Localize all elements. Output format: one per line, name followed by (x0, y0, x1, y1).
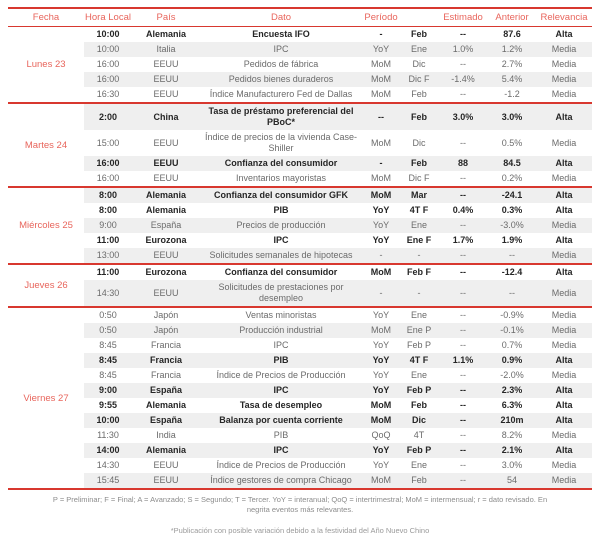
cell-hora: 2:00 (84, 103, 132, 130)
cell-dato: Índice de precios de la vivienda Case-Shiller (204, 132, 358, 153)
cell-periodo: - (362, 280, 400, 307)
cell-relevancia: Media (551, 310, 577, 320)
footnote-text: *Publicación con posible variación debido a la festividad del Año Nuevo Chino (170, 526, 430, 535)
cell-mes: Dic (412, 59, 426, 69)
table-row (8, 383, 592, 398)
table-row (8, 443, 592, 458)
cell-dato: Precios de producción (200, 218, 362, 233)
header-anterior: Anterior (495, 12, 529, 23)
cell-estimado: 88 (438, 156, 488, 171)
cell-periodo: - (362, 156, 400, 171)
cell-dato: PIB (200, 353, 362, 368)
cell-estimado: -- (438, 187, 488, 203)
cell-pais: EEUU (153, 137, 179, 148)
cell-anterior: -3.0% (488, 218, 536, 233)
cell-pais: Alemania (145, 205, 187, 215)
cell-estimado: 1.7% (452, 235, 474, 245)
cell-dato: IPC (200, 443, 362, 458)
cell-hora: 15:00 (96, 137, 120, 148)
cell-anterior: 2.7% (501, 59, 523, 69)
cell-hora: 10:00 (84, 413, 132, 428)
cell-estimado: 0.4% (452, 205, 474, 215)
cell-relevancia: Media (551, 59, 577, 69)
cell-anterior: 0.5% (501, 137, 523, 148)
cell-periodo: YoY (362, 353, 400, 368)
cell-periodo: YoY (362, 383, 400, 398)
cell-mes: - (400, 248, 438, 264)
cell-estimado: -- (460, 430, 466, 440)
cell-dato: IPC (273, 340, 289, 350)
cell-relevancia: Media (551, 430, 577, 440)
cell-relevancia: Media (536, 248, 592, 264)
cell-relevancia: Media (551, 173, 577, 183)
table-row (8, 368, 592, 383)
cell-periodo: YoY (372, 235, 390, 245)
cell-relevancia: Media (551, 89, 577, 99)
cell-relevancia: Alta (555, 205, 573, 215)
cell-dato: PIB (273, 205, 289, 215)
table-row (8, 307, 592, 323)
cell-relevancia: Alta (536, 187, 592, 203)
cell-relevancia: Alta (536, 443, 592, 458)
cell-estimado: -- (460, 29, 466, 39)
table-row (8, 233, 592, 248)
cell-periodo: - (379, 29, 383, 39)
cell-hora: 15:45 (84, 473, 132, 489)
day-label: Viernes 27 (8, 307, 84, 489)
day-group (8, 27, 592, 104)
cell-anterior: 54 (488, 473, 536, 489)
cell-dato: IPC (273, 235, 289, 245)
cell-periodo: MoM (371, 89, 391, 99)
cell-relevancia: Alta (555, 235, 573, 245)
table-row (8, 338, 592, 353)
cell-pais: EEUU (153, 460, 179, 470)
cell-mes: 4T F (400, 353, 438, 368)
cell-hora: 10:00 (96, 29, 120, 39)
cell-relevancia: Alta (536, 413, 592, 428)
table-row (8, 473, 592, 489)
cell-dato: Confianza del consumidor (224, 267, 338, 277)
cell-dato: Balanza por cuenta corriente (200, 413, 362, 428)
cell-mes: Feb (400, 103, 438, 130)
cell-pais: Alemania (132, 443, 200, 458)
day-group (8, 187, 592, 264)
cell-mes: Feb (410, 29, 427, 39)
cell-relevancia: Media (551, 137, 577, 148)
cell-mes: Ene (400, 218, 438, 233)
cell-dato: Encuesta IFO (252, 29, 310, 39)
cell-pais: Francia (132, 353, 200, 368)
cell-hora: 16:00 (84, 156, 132, 171)
table-row (8, 130, 592, 156)
cell-anterior: -12.4 (501, 267, 523, 277)
cell-dato: Índice Manufacturero Fed de Dallas (209, 89, 353, 99)
table-row (8, 87, 592, 103)
cell-periodo: YoY (372, 460, 390, 470)
cell-estimado: -- (438, 473, 488, 489)
cell-estimado: 3.0% (438, 103, 488, 130)
cell-relevancia: Media (536, 473, 592, 489)
day-group (8, 307, 592, 489)
cell-periodo: - (362, 248, 400, 264)
table-row (8, 218, 592, 233)
cell-pais: Francia (150, 340, 181, 350)
cell-estimado: -- (460, 89, 466, 99)
table-row (8, 248, 592, 264)
cell-mes: 4T (413, 430, 425, 440)
table-row (8, 42, 592, 57)
cell-estimado: 1.0% (438, 42, 488, 57)
cell-pais: Japón (153, 310, 179, 320)
cell-hora: 8:45 (99, 370, 117, 380)
cell-anterior: 1.2% (488, 42, 536, 57)
cell-pais: Eurozona (145, 267, 187, 277)
cell-pais: Italia (132, 42, 200, 57)
table-row (8, 323, 592, 338)
cell-relevancia: Media (536, 218, 592, 233)
cell-pais: EEUU (132, 72, 200, 87)
cell-dato: Confianza del consumidor GFK (200, 187, 362, 203)
cell-estimado: -- (438, 413, 488, 428)
cell-mes: Ene P (400, 323, 438, 338)
cell-pais: EEUU (153, 173, 179, 183)
cell-periodo: YoY (372, 310, 390, 320)
cell-anterior: 0.2% (501, 173, 523, 183)
day-label: Lunes 23 (8, 27, 84, 104)
cell-hora: 13:00 (84, 248, 132, 264)
cell-hora: 11:00 (96, 235, 120, 245)
cell-periodo: YoY (362, 218, 400, 233)
cell-pais: Japón (132, 323, 200, 338)
cell-estimado: -- (438, 280, 488, 307)
cell-pais: EEUU (153, 59, 179, 69)
cell-hora: 0:50 (99, 310, 117, 320)
cell-pais: Francia (150, 370, 181, 380)
header-estimado: Estimado (443, 12, 483, 23)
cell-hora: 16:30 (96, 89, 120, 99)
cell-pais: China (132, 103, 200, 130)
header-pais: País (156, 12, 176, 23)
cell-relevancia: Media (536, 280, 592, 307)
cell-mes: Ene (410, 310, 427, 320)
cell-anterior: 0.3% (501, 205, 523, 215)
cell-anterior: 84.5 (488, 156, 536, 171)
table-row (8, 353, 592, 368)
cell-estimado: -- (460, 370, 466, 380)
cell-pais: EEUU (132, 473, 200, 489)
cell-anterior: 0.7% (501, 340, 523, 350)
cell-anterior: 2.1% (488, 443, 536, 458)
cell-hora: 14:30 (84, 280, 132, 307)
header-relevancia: Relevancia (540, 12, 588, 23)
header-fecha: Fecha (32, 12, 60, 23)
cell-anterior: -0.1% (488, 323, 536, 338)
cell-anterior: 6.3% (501, 400, 523, 410)
cell-mes: Ene (410, 370, 427, 380)
cell-relevancia: Alta (555, 400, 573, 410)
cell-anterior: 2.3% (488, 383, 536, 398)
cell-pais: EEUU (153, 89, 179, 99)
cell-relevancia: Alta (536, 353, 592, 368)
cell-anterior: -0.9% (500, 310, 524, 320)
cell-hora: 9:00 (84, 218, 132, 233)
cell-hora: 11:30 (97, 430, 119, 440)
cell-mes: Feb P (406, 340, 431, 350)
cell-estimado: -- (438, 218, 488, 233)
cell-relevancia: Media (551, 340, 577, 350)
cell-anterior: 3.0% (488, 103, 536, 130)
cell-dato: Índice de Precios de Producción (216, 460, 346, 470)
cell-anterior: -1.2 (504, 89, 520, 99)
day-group (8, 264, 592, 307)
cell-estimado: -- (460, 460, 466, 470)
cell-hora: 14:30 (96, 460, 120, 470)
cell-relevancia: Media (551, 370, 577, 380)
cell-dato: Pedidos bienes duraderos (200, 72, 362, 87)
cell-periodo: MoM (371, 173, 391, 183)
cell-hora: 16:00 (84, 72, 132, 87)
cell-mes: Feb F (407, 267, 431, 277)
cell-dato: Solicitudes de prestaciones por desempleo (200, 280, 362, 307)
cell-estimado: -- (460, 400, 466, 410)
cell-hora: 16:00 (96, 59, 120, 69)
cell-pais: Alemania (145, 400, 187, 410)
cell-pais: España (132, 383, 200, 398)
table-row (8, 413, 592, 428)
cell-dato: Producción industrial (200, 323, 362, 338)
table-row (8, 72, 592, 87)
cell-relevancia: Media (536, 323, 592, 338)
cell-hora: 11:00 (96, 267, 120, 277)
cell-periodo: YoY (362, 443, 400, 458)
cell-periodo: MoM (371, 59, 391, 69)
table-row (8, 187, 592, 203)
cell-periodo: YoY (372, 205, 390, 215)
cell-dato: Tasa de préstamo preferencial del PBoC* (200, 103, 362, 130)
header-hora-local: Hora Local (85, 12, 131, 23)
cell-hora: 9:00 (84, 383, 132, 398)
cell-anterior: -- (488, 280, 536, 307)
cell-relevancia: Media (536, 42, 592, 57)
cell-periodo: MoM (362, 72, 400, 87)
cell-pais: EEUU (132, 280, 200, 307)
legend-text: P = Preliminar; F = Final; A = Avanzado; S = Segundo; T = Tercer. YoY = interanual; QoQ = intertrimestral; MoM = intermensual; r = dato revisado. En negrita eventos más relevantes. (52, 495, 548, 514)
cell-estimado: -- (438, 443, 488, 458)
cell-anterior: -2.0% (500, 370, 524, 380)
table-row (8, 171, 592, 187)
cell-relevancia: Alta (536, 383, 592, 398)
cell-anterior: 8.2% (501, 430, 523, 440)
cell-estimado: -- (460, 173, 466, 183)
cell-hora: 8:45 (99, 340, 117, 350)
cell-anterior: 1.9% (501, 235, 523, 245)
cell-mes: Feb (400, 156, 438, 171)
cell-estimado: -- (460, 267, 466, 277)
cell-estimado: -- (460, 59, 466, 69)
cell-dato: Tasa de desempleo (239, 400, 323, 410)
cell-dato: Índice gestores de compra Chicago (200, 473, 362, 489)
table-row (8, 458, 592, 473)
cell-periodo: QoQ (371, 430, 391, 440)
cell-pais: Eurozona (145, 235, 187, 245)
cell-pais: India (156, 430, 176, 440)
table-row (8, 27, 592, 43)
cell-pais: EEUU (132, 248, 200, 264)
cell-estimado: -- (438, 323, 488, 338)
cell-estimado: -- (460, 137, 466, 148)
header-mes-blank (400, 8, 438, 27)
cell-dato: Ventas minoristas (245, 310, 317, 320)
cell-estimado: -- (438, 248, 488, 264)
cell-mes: Ene (410, 460, 427, 470)
day-label: Jueves 26 (8, 264, 84, 307)
cell-hora: 8:45 (84, 353, 132, 368)
cell-mes: Feb P (400, 443, 438, 458)
cell-dato: Inventarios mayoristas (235, 173, 327, 183)
table-row (8, 103, 592, 130)
cell-mes: Ene F (406, 235, 432, 245)
table-header (8, 8, 592, 27)
cell-estimado: -1.4% (438, 72, 488, 87)
cell-pais: Alemania (145, 29, 187, 39)
cell-mes: Ene (400, 42, 438, 57)
cell-periodo: MoM (370, 267, 392, 277)
cell-hora: 0:50 (84, 323, 132, 338)
cell-periodo: -- (362, 103, 400, 130)
table-row (8, 428, 592, 443)
cell-pais: Alemania (132, 187, 200, 203)
cell-mes: Feb (400, 473, 438, 489)
cell-pais: España (132, 218, 200, 233)
cell-mes: Feb (410, 400, 427, 410)
table-row (8, 57, 592, 72)
cell-relevancia: Alta (555, 29, 573, 39)
table-row (8, 398, 592, 413)
cell-estimado: -- (460, 310, 466, 320)
cell-anterior: 210m (488, 413, 536, 428)
day-group (8, 103, 592, 187)
cell-pais: EEUU (132, 156, 200, 171)
cell-mes: 4T F (409, 205, 429, 215)
cell-mes: Dic (400, 413, 438, 428)
cell-relevancia: Media (551, 460, 577, 470)
cell-hora: 9:55 (98, 400, 117, 410)
calendar-table (8, 7, 592, 490)
cell-periodo: MoM (362, 187, 400, 203)
cell-periodo: MoM (362, 473, 400, 489)
cell-periodo: YoY (362, 42, 400, 57)
cell-periodo: MoM (362, 323, 400, 338)
cell-relevancia: Alta (536, 156, 592, 171)
cell-mes: Feb (411, 89, 427, 99)
cell-hora: 8:00 (84, 187, 132, 203)
cell-hora: 8:00 (98, 205, 117, 215)
cell-periodo: MoM (370, 400, 392, 410)
cell-periodo: MoM (371, 137, 391, 148)
cell-mes: Mar (400, 187, 438, 203)
cell-anterior: 3.0% (501, 460, 523, 470)
cell-periodo: YoY (372, 370, 390, 380)
cell-pais: España (132, 413, 200, 428)
cell-dato: Confianza del consumidor (200, 156, 362, 171)
table-row (8, 264, 592, 280)
cell-dato: PIB (273, 430, 289, 440)
cell-anterior: 87.6 (503, 29, 521, 39)
table-row (8, 280, 592, 307)
table-row (8, 156, 592, 171)
cell-periodo: MoM (362, 413, 400, 428)
cell-dato: Índice de Precios de Producción (216, 370, 346, 380)
cell-mes: Dic (412, 137, 426, 148)
cell-mes: Dic F (400, 72, 438, 87)
cell-anterior: 5.4% (488, 72, 536, 87)
cell-anterior: -- (488, 248, 536, 264)
cell-hora: 14:00 (84, 443, 132, 458)
header-row (8, 8, 592, 27)
day-label: Miércoles 25 (8, 187, 84, 264)
cell-hora: 10:00 (84, 42, 132, 57)
cell-relevancia: Alta (536, 103, 592, 130)
cell-estimado: -- (438, 383, 488, 398)
cell-dato: IPC (200, 383, 362, 398)
cell-dato: IPC (200, 42, 362, 57)
cell-mes: - (400, 280, 438, 307)
cell-anterior: -24.1 (488, 187, 536, 203)
cell-relevancia: Alta (555, 267, 573, 277)
cell-mes: Feb P (400, 383, 438, 398)
cell-mes: Dic F (408, 173, 430, 183)
header-periodo: Período (364, 12, 398, 23)
cell-periodo: YoY (372, 340, 390, 350)
cell-estimado: 1.1% (438, 353, 488, 368)
table-row (8, 203, 592, 218)
cell-anterior: 0.9% (488, 353, 536, 368)
cell-estimado: -- (460, 340, 466, 350)
cell-dato: Solicitudes semanales de hipotecas (200, 248, 362, 264)
cell-relevancia: Media (536, 72, 592, 87)
header-dato: Dato (270, 12, 292, 23)
cell-dato: Pedidos de fábrica (243, 59, 319, 69)
cell-hora: 16:00 (96, 173, 120, 183)
day-label: Martes 24 (8, 103, 84, 187)
